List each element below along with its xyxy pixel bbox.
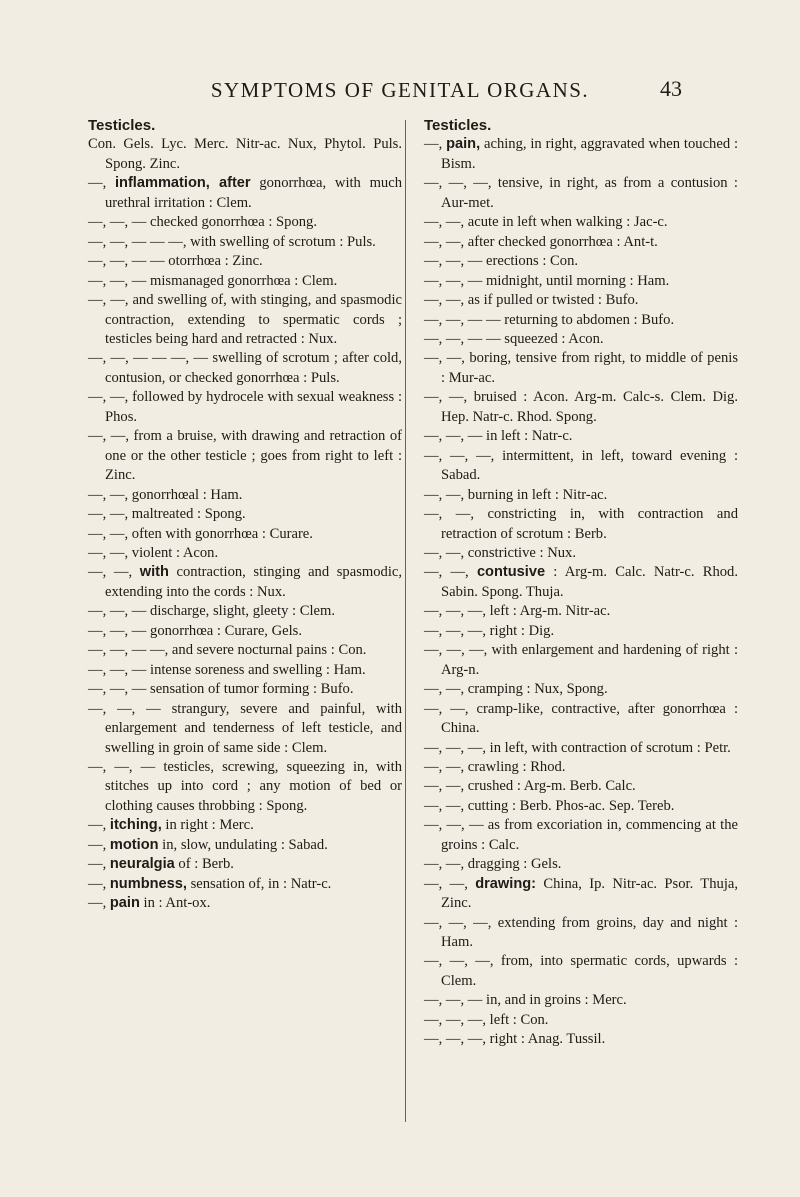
entry-text: —, right : Anag. Tussil. — [467, 1031, 606, 1048]
entry-dash: —, —, — [424, 739, 468, 756]
index-entry — [424, 758, 738, 777]
entry-dash: —, —, — [88, 758, 141, 775]
entry-text: contraction, stinging and spasmodic, extending into the cords : Nux. — [105, 564, 403, 600]
entry-dash: —, —, — [424, 758, 468, 775]
entry-dash: —, —, — [424, 330, 468, 347]
entry-text: gonorrhœa, with much urethral irritation : Clem. — [105, 175, 402, 211]
entry-text: dragging : Gels. — [467, 856, 562, 873]
entry-text: — in left : Natr-c. — [467, 428, 573, 445]
index-entry — [424, 797, 738, 816]
entry-dash: —, —, — [424, 817, 469, 834]
index-entry — [424, 486, 738, 505]
entry-dash: —, —, — [88, 544, 132, 561]
entry-text: — testicles, screwing, squeezing in, with stitches up into cord ; any motion of bed or clothing causes throbbing : Spong. — [105, 758, 403, 814]
entry-dash: —, —, — [88, 292, 133, 309]
entry-dash: —, —, — [424, 486, 468, 503]
entry-text: — — squeezed : Acon. — [467, 330, 604, 347]
entry-dash: —, —, — [424, 175, 474, 192]
index-entry — [424, 330, 738, 349]
index-entry — [88, 700, 402, 758]
entry-keyword: inflammation, after — [114, 175, 251, 192]
entry-dash: —, —, — [424, 428, 468, 445]
index-entry — [424, 952, 738, 991]
entry-text: crawling : Rhod. — [467, 758, 566, 775]
index-entry — [88, 233, 402, 252]
index-entry — [88, 661, 402, 680]
entry-dash: —, —, — [424, 1031, 468, 1048]
entry-text: boring, tensive from right, to middle of penis : Mur-ac. — [441, 350, 738, 386]
entry-text: in, slow, undulating : Sabad. — [158, 836, 328, 853]
entry-dash: —, —, — [424, 292, 468, 309]
entry-dash: —, —, — [424, 642, 469, 659]
entry-dash: —, —, — [424, 506, 488, 523]
entry-text: —, tensive, in right, as from a contusion : Aur-met. — [441, 175, 738, 211]
index-entry — [88, 758, 402, 816]
index-entry — [424, 914, 738, 953]
entry-text: — checked gonorrhœa : Spong. — [131, 214, 317, 231]
index-entry — [424, 641, 738, 680]
index-entry — [424, 875, 738, 914]
entry-keyword: with — [139, 564, 169, 581]
index-entry — [88, 505, 402, 524]
entry-text: — — —, with swelling of scrotum : Puls. — [131, 233, 376, 250]
entry-dash: —, —, — [88, 486, 132, 503]
entry-keyword: itching, — [109, 817, 162, 834]
entry-dash: —, —, — [424, 700, 477, 717]
entry-dash: —, —, — [88, 603, 132, 620]
entry-text: gonorrhœal : Ham. — [131, 486, 243, 503]
entry-dash: —, —, — [88, 272, 132, 289]
entry-text: constricting in, with contraction and retraction of scrotum : Berb. — [441, 506, 738, 542]
index-entry — [424, 816, 738, 855]
running-head — [0, 78, 800, 108]
entry-dash: —, —, — [424, 233, 468, 250]
index-entry — [424, 427, 738, 446]
entry-dash: —, —, — [88, 525, 132, 542]
entry-dash: —, —, — [424, 447, 477, 464]
index-entry — [424, 252, 738, 271]
entry-dash: —, — [88, 175, 115, 192]
entry-dash: —, —, — [424, 544, 468, 561]
index-entry — [88, 563, 402, 602]
entry-keyword: pain — [109, 895, 140, 912]
index-entry — [424, 388, 738, 427]
entry-text: — —, and severe nocturnal pains : Con. — [131, 642, 367, 659]
entry-text: sensation of, in : Natr-c. — [186, 875, 332, 892]
index-entry — [88, 641, 402, 660]
entry-keyword: numbness, — [109, 875, 187, 892]
entry-dash: —, —, — [88, 506, 132, 523]
entry-text: and swelling of, with stinging, and spasmodic contraction, extending to spermatic cords ; testicles being hard and retracted : Nux. — [105, 292, 402, 347]
index-entry — [88, 388, 402, 427]
column-divider — [405, 120, 406, 1122]
entry-dash: —, —, — [88, 214, 132, 231]
entry-text: acute in left when walking : Jac-c. — [467, 214, 668, 231]
index-entry — [88, 291, 402, 349]
index-entry — [424, 563, 738, 602]
entry-dash: —, — [88, 836, 110, 853]
entry-dash: —, —, — [424, 311, 468, 328]
entry-text: — sensation of tumor forming : Bufo. — [131, 681, 354, 698]
page-header-title: SYMPTOMS OF GENITAL ORGANS. — [210, 78, 590, 102]
entry-text: —, left : Con. — [467, 1011, 549, 1028]
index-entry — [424, 602, 738, 621]
entry-dash: —, — [88, 875, 110, 892]
index-entry — [424, 855, 738, 874]
right-column-heading: Testicles. — [424, 117, 492, 134]
index-entry — [424, 1011, 738, 1030]
entry-text: in : Ant-ox. — [139, 895, 211, 912]
entry-dash: —, —, — [88, 428, 134, 445]
entry-text: — — —, — swelling of scrotum ; after cold, contusion, or checked gonorrhœa : Puls. — [105, 350, 403, 386]
entry-text: : Arg-m. Calc. Natr-c. Rhod. Sabin. Spong. Thuja. — [441, 564, 739, 600]
index-entry — [424, 349, 738, 388]
entry-text: — discharge, slight, gleety : Clem. — [131, 603, 335, 620]
index-entry — [424, 174, 738, 213]
entry-text: aching, in right, aggravated when touched : Bism. — [441, 136, 739, 172]
entry-dash: —, —, — [424, 856, 468, 873]
entry-dash: —, —, — [88, 622, 132, 639]
index-entry — [88, 174, 402, 213]
entry-dash: —, —, — [424, 1011, 468, 1028]
entry-dash: —, —, — [424, 389, 474, 406]
index-entry — [424, 233, 738, 252]
entry-text: as if pulled or twisted : Bufo. — [467, 292, 639, 309]
entry-text: —, extending from groins, day and night : Ham. — [441, 914, 738, 951]
index-entry — [88, 427, 402, 485]
index-entry — [88, 486, 402, 505]
index-entry — [424, 291, 738, 310]
index-entry — [424, 272, 738, 291]
entry-keyword: contusive — [476, 564, 546, 581]
index-entry — [88, 525, 402, 544]
entry-dash: —, —, — [424, 350, 470, 367]
entry-dash: —, —, — [88, 389, 133, 406]
index-entry — [88, 349, 402, 388]
entry-text: —, in left, with contraction of scrotum : Petr. — [467, 739, 731, 756]
entry-text: crushed : Arg-m. Berb. Calc. — [467, 778, 636, 795]
index-entry — [88, 622, 402, 641]
entry-text: violent : Acon. — [131, 544, 219, 561]
entry-text: in right : Merc. — [161, 817, 254, 834]
entry-dash: —, —, — [424, 992, 468, 1009]
entry-text: — strangury, severe and painful, with enlargement and tenderness of left testicle, and swelling in groin of same side : Clem. — [105, 700, 402, 756]
entry-text: maltreated : Spong. — [131, 506, 246, 523]
entry-text: cutting : Berb. Phos-ac. Sep. Tereb. — [467, 797, 675, 814]
entry-text: after checked gonorrhœa : Ant-t. — [467, 233, 658, 250]
entry-text: — mismanaged gonorrhœa : Clem. — [131, 272, 338, 289]
entry-keyword: neuralgia — [109, 856, 175, 873]
entry-text: —, intermittent, in left, toward evening : Sabad. — [441, 447, 738, 484]
entry-text: — — otorrhœa : Zinc. — [131, 253, 263, 270]
entry-text: from a bruise, with drawing and retraction of one or the other testicle ; goes from right to left : Zinc. — [105, 428, 403, 484]
index-entry — [424, 622, 738, 641]
index-entry — [88, 252, 402, 271]
entry-text: — midnight, until morning : Ham. — [467, 272, 670, 289]
entry-dash: —, —, — [424, 778, 468, 795]
entry-dash: —, —, — [88, 564, 140, 581]
entry-text: — as from excoriation in, commencing at the groins : Calc. — [441, 817, 738, 853]
entry-text: — gonorrhœa : Curare, Gels. — [131, 622, 302, 639]
index-entry — [88, 816, 402, 835]
entry-text: burning in left : Nitr-ac. — [467, 486, 608, 503]
entry-dash: —, —, — [88, 700, 147, 717]
entry-dash: —, — [88, 895, 110, 912]
left-column — [88, 116, 402, 914]
index-entry — [88, 875, 402, 894]
right-column — [424, 116, 738, 1050]
entry-dash: —, —, — [88, 233, 132, 250]
index-entry — [424, 505, 738, 544]
entry-text: Con. Gels. Lyc. Merc. Nitr-ac. Nux, Phytol. Puls. Spong. Zinc. — [88, 136, 402, 172]
entry-dash: —, — [88, 817, 110, 834]
index-entry — [424, 544, 738, 563]
index-entry — [88, 135, 402, 174]
entry-dash: —, — [88, 856, 110, 873]
index-entry — [424, 135, 738, 174]
entry-dash: —, —, — [424, 953, 476, 970]
entry-dash: —, —, — [424, 253, 468, 270]
entry-dash: —, —, — [424, 875, 476, 892]
index-entry — [88, 602, 402, 621]
entry-dash: —, —, — [88, 681, 132, 698]
entry-text: cramp-like, contractive, after gonorrhœa : China. — [441, 700, 738, 737]
index-entry — [88, 836, 402, 855]
entry-dash: —, —, — [424, 272, 468, 289]
index-entry — [424, 680, 738, 699]
index-entry — [88, 855, 402, 874]
entry-dash: —, —, — [424, 564, 477, 581]
entry-keyword: drawing: — [475, 875, 537, 892]
entry-dash: —, —, — [424, 214, 468, 231]
entry-text: —, with enlargement and hardening of right : Arg-n. — [441, 642, 738, 678]
entry-text: of : Berb. — [174, 856, 234, 873]
entry-dash: —, — [424, 136, 447, 153]
index-entry — [88, 272, 402, 291]
page-number: 43 — [660, 76, 682, 101]
index-entry — [424, 700, 738, 739]
entry-dash: —, —, — [424, 622, 468, 639]
index-entry — [424, 739, 738, 758]
left-column-heading: Testicles. — [88, 117, 156, 134]
entry-dash: —, —, — [88, 661, 132, 678]
index-entry — [424, 991, 738, 1010]
entry-keyword: motion — [109, 836, 159, 853]
entry-text: constrictive : Nux. — [467, 544, 576, 561]
index-entry — [424, 213, 738, 232]
entry-text: —, right : Dig. — [467, 622, 555, 639]
index-entry — [88, 680, 402, 699]
entry-dash: —, —, — [88, 350, 134, 367]
entry-text: bruised : Acon. Arg-m. Calc-s. Clem. Dig. Hep. Natr-c. Rhod. Spong. — [441, 389, 738, 425]
index-entry — [424, 311, 738, 330]
entry-dash: —, —, — [88, 253, 132, 270]
entry-text: — in, and in groins : Merc. — [467, 992, 627, 1009]
index-entry — [424, 1030, 738, 1049]
entry-dash: —, —, — [424, 681, 468, 698]
entry-text: cramping : Nux, Spong. — [467, 681, 608, 698]
entry-text: — erections : Con. — [467, 253, 579, 270]
entry-text: —, from, into spermatic cords, upwards : Clem. — [441, 953, 738, 989]
entry-dash: —, —, — [424, 603, 468, 620]
index-entry — [424, 777, 738, 796]
entry-text: —, left : Arg-m. Nitr-ac. — [467, 603, 611, 620]
entry-text: followed by hydrocele with sexual weakness : Phos. — [105, 389, 402, 425]
entry-dash: —, —, — [88, 642, 132, 659]
index-entry — [88, 544, 402, 563]
entry-text: often with gonorrhœa : Curare. — [131, 525, 313, 542]
entry-text: — — returning to abdomen : Bufo. — [467, 311, 675, 328]
index-entry — [88, 213, 402, 232]
entry-text: China, Ip. Nitr-ac. Psor. Thuja, Zinc. — [441, 875, 738, 912]
entry-dash: —, —, — [424, 914, 474, 931]
entry-keyword: pain, — [446, 136, 481, 153]
entry-dash: —, —, — [424, 797, 468, 814]
index-entry — [424, 447, 738, 486]
index-entry — [88, 894, 402, 913]
entry-text: — intense soreness and swelling : Ham. — [131, 661, 366, 678]
